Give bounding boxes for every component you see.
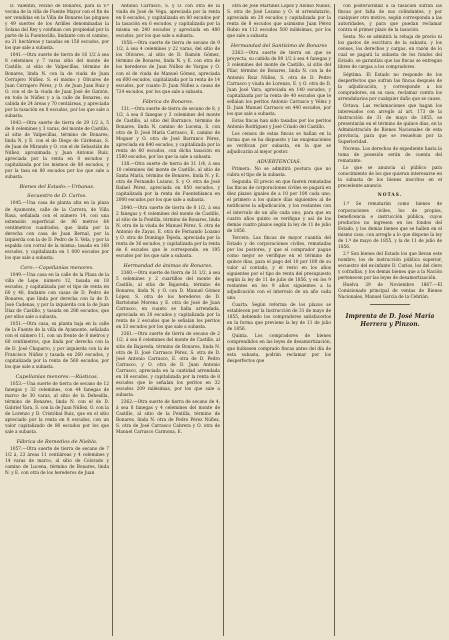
paragraph: Huelva 29 de Noviembre 1867.—El Comisionado principal de ventas de Bienes Nacionales, Manuel García de la Cebrián. — [338, 283, 442, 301]
column-rule — [223, 4, 224, 636]
paragraph: 1045.—Una casa de planta alta en la plaza de Ayamonte, calle de la Carrera, de Villa Rasa, señalada con el número 14, con una extensión superficial de 86 metros 64 centímetros cuadrados, que linda por la derecha con casa de Juan Bernal, por la izquierda con la de D. Pedro de S. Vela, y por la espalda con corral de la misma; tasada en 168 escudos, y capitalizada en 1 000 escudos por los que sale a subasta. — [5, 201, 109, 261]
paragraph: Antonio Carrasco, S. y O. con otra de la viuda de José de Vega, apreciada por la renta en 8 escudos, y capitalizada en 80 escudos por la tasación en 6 escudos, y capitalizada por la misma en 240 escudos y apreciada en 480 escudos, por los que sale a subasta. — [116, 4, 220, 40]
section-heading: Fábrica de Bonares. — [142, 98, 194, 105]
paragraph: Segunda. El precio en que fueren rematadas las fincas de corporaciones civiles se pagará en diez plazos iguales de a 10 por 100 cada uno; el primero a los quince días siguientes al de notificarse la adjudicación, y los restantes con el intervalo de un año cada uno, para que en cuatro años quinto se verifique y así de los demás cuatro plazos según la ley de 11 de julio de 1856. — [227, 180, 331, 234]
paragraph: Séptima. El Estado no responde de los desperfectos que sufran las fincas después de la adjudicación, y corresponde a los compradores, en su caso, reclamar contra los arrendatarios por cualquier daño que se cause. — [338, 72, 442, 102]
paragraph: 1053.—Una suerte de tierra de secano de 12 fanegas y 32 celemines, con 44 fanegas de marco de 30 varas, al sitio de la Dehesilla, término de Bonares, linda N. con el de D. Gabriel Vara, S. con la de Juan Núñez, O. con la de Lorenzo y D. Cristóbal Ruiz, que en el sitio apreciado por la renta en 8 escudos, con un valor capitalizado de 80 escudos por los que sale a subasta. — [5, 381, 109, 436]
section-heading: Hermandad del Santísimo de Bonares — [230, 43, 328, 50]
paragraph: Novena. Los derechos de expediente hasta la toma de posesión serán de cuenta del rematante. — [338, 147, 442, 165]
printer-imprint: Imprenta de D. José María Herrera y Pinzon. — [345, 313, 435, 329]
section-heading: ADVERTENCIAS. — [256, 159, 302, 166]
column-2 — [116, 4, 220, 636]
section-heading: Bienes del Estado.—Urbanas. — [19, 184, 95, 191]
paragraph: 2.ª Son bienes del Estado los que llevan este nombre, los de instrucción pública superior, secuestro del ex-infante D. Carlos, los del clero y cofradías, y los demás bienes que a la Nación pertenecen por las leyes de desamortización. — [338, 251, 442, 282]
divider — [370, 304, 410, 305]
paragraph: 1043.—Otra suerte de tierra de 29 1/2 á, 5 de 8 celemines y 3 varas, del monte de Castillo, al sitio de Valpecillas, término de Bonares, linda N. y E. con el de Diego de Cárdenas, S. de Juan de Mirando y O. con el de Sebastián de Núñez, aproximada y Juan Antonio Ruiz, apreciada por la renta en 8 escudos y capitalizada por los mismos de 80 escudos, y por la tasa en 80 escudos por los que sale a subasta. — [5, 120, 109, 181]
paragraph: 1057.—Otra suerte de tierra de secano de 7 1/2 á, 23 áreas 11 centiáreas y 4 celemines y 14 varas de marco, al sitio de Colorado y camino de Lucena, término de Bonares, linda N. y E. con otra de los herederos de Juan — [5, 447, 109, 477]
paragraph: Cuarta. Según reforma de los plazos se establecen por la Instrucción de 31 de mayo de 1855, debiendo los compradores satisfacerlos en la forma que previene la ley de 11 de julio de 1856. — [227, 303, 331, 333]
section-heading: Secuestro de D. Carlos. — [27, 193, 87, 200]
paragraph: 1051.—Otra casa, su planta baja en la calle de la Fuente de la villa de Ayamonte, señalada con el número 11, con un frente de 8 metros y 60 centímetros, que linda por derecha con la de D. José Chaparro, y por izquierda con la de Francisco Núñez y tasada en 260 escudos, y capitalizada por la renta de 560 escudos, por los que sale a subasta. — [5, 322, 109, 370]
paragraph: 138.—Otra suerte de tierra de 31 1/4, á sea 10 celemines del monte de Castillo, al sitio de Santa María, término de Bonares, linda N. y E. otra de Fernando Lozano, S. y O. otra de José Rafael Pérez, apreciada en 850 escudos, y capitalizada por la renta de Fuenteblanca en 2000 escudos por los que sale a subasta. — [116, 162, 220, 204]
paragraph: 1.ª Se rematarán como bienes de corporaciones civiles, los de propios, beneficencia e instrucción pública, cuyos productos no ingresen en los fondos del Estado, y los demás bienes que se hallen en el mismo caso, con arreglo a lo que dispone la ley de 1.º de mayo de 1855, y la de 11 de julio de 1856. — [338, 202, 442, 250]
paragraph: otra de José Martínez López y Alonso Núñez, S. otra de José Lozano y O. el arrendatario, apreciada en 20 escudos y capitalizada por la renta de 8 escudos que asimismo Juan Pérez Rubio en 112 escudos 500 milésimas, por los que sale a subasta. — [227, 4, 331, 40]
paragraph: 2362.—Otra suerte de tierra de secano de 4, á sea 8 fanegas y 4 celemines del monte de Castillo, al sitio de la Pontilla, término de Bonares, linda N. otra de Pedro Pérez Núñez, S. otra de José Carrasco Cabrera y O. otra de Manuel Carrasco Carmona, E. — [116, 399, 220, 436]
paragraph: 131.—Otra suerte de tierra de secano de 8, y 1/2, á sea 8 fanegas y 3 celemines del monte de Castillo, al sitio del Barranco, término de Bonares, linda N. camino de Lucena, S. con otra de D. José María Carrasco, E. camino de Moguer y O. otra de José Barranco Pérez, apreciada en 840 escudos, y capitalizada por la renta de 60 escudos, con dicha tasación en 1580 escudos, por los que la sale a subasta. — [116, 106, 220, 161]
column-3 — [227, 4, 331, 636]
paragraph: Estas fincas han sido tasadas por los peritos Antonio Rodríguez y José Criado del Castillo. — [227, 118, 331, 130]
paragraph: 2361.—Otra suerte de tierra de secano de 2 1/2, á sea 6 celemines del monte de Castillo, al sitio de Bajareda, término de Bonares, linda N. otra de D. José Carrasco Pérez, S. otra de D. José Antonio Carrasco, E. otra de D. Pedro Carrasco, y O. otra de D. Juan Antonio Carrasco, apreciada en la cantidad arrendada en 18 escudos, y capitalizada por la renta de 8 escudos que le señalan los peritos en 32 escudos 209 milésimas, por los que sale a subasta. — [116, 332, 220, 398]
paragraph: D. Valentin, vecino de Bonares, para la V.ª vecina de la villa de Fuente Mayor con el fin de ser vendidas en la Villa de Bonares las pingues y 49 suertes de los Ardiles denominadas la Solana del Rey y confinan con propiedad por la parte de la Fuentecilla, lindante con el camino, su 21 hectáreas y tasadas en 150 escudos, por los que sale a subasta. — [5, 4, 109, 52]
paragraph: Sexta. No se admitirá la rebaja de precio ni los gastos de escritura de la subasta, y los censos, los derechos y cargas, en razón de lo cual se pagará la subasta de los fondos del Estado, se garantiza que las fincas se entregan libres de cargas a los compradores. — [338, 35, 442, 71]
column-rule — [112, 4, 113, 636]
paragraph: Tercera. Las fincas de mayor cuantía del Estado y de corporaciones civiles, rematadas por los postores, y que el comprador pague como mejor se verifique en el término de quince días, para el pago del 10 por 100 de su valor al contado, y el resto en los años siguientes por el tipo de renta del presupuesto según la ley de 11 de julio de 1856, y en los 9 restantes en los 9 años siguientes a la adjudicación con el intervalo de un año cada uno. — [227, 235, 331, 302]
paragraph: con posterioridad a la tasación sufran las fincas por falta de sus colindantes, y por cualquier otro motivo, según corresponda a las autoridades, y para que puedan reclamar contra el primer plazo de la tasación. — [338, 4, 442, 34]
paragraph: Los censos de estas fincas se hallan en la forma que se ha dispuesto y las enajenaciones se verifican por subasta, en la que se adjudicarán al mejor postor. — [227, 131, 331, 156]
section-heading: Fábrica de Remedios de Niebla. — [16, 439, 98, 446]
notes-heading: NOTAS. — [377, 193, 403, 199]
section-heading: Cero.—Capellanías menores. — [20, 264, 94, 271]
paragraph: Quinta. Los compradores de bienes comprendidos en las leyes de desamortización, que hubiesen comprado fincas antes del día de esta subasta, podrán reclamar por los desperfectos que — [227, 334, 331, 364]
paragraph: 2363.—Otra suerte de tierra en que se proyecta, su cabida de 80 1/2 á sea 4 fanegas y 3 celemines del monte de Castillo, al sitio del Pilar, término de Bonares, linda N. con la de Antonio Ruiz Núñez, S. otra de D. Pedro Carrasco y viuda de Lorenzo, E. y O. otra de D. Juan José Vara, apreciada en 140 escudos, y capitalizada por la renta de 40 escudos que le señalan los peritos Antonio Carrasco y Vélez y D. Juan Manuel Carrasco en 440 escudos, por los que sale a subasta. — [227, 51, 331, 117]
paragraph: 1058.—Otra suerte de tierra de secano de 9 1/2, á sea 4 celemines y 22 varas, del sitio de los Olivares, al sitio de D. Ramón Gómez, término de Bonares, linda N. y E. con otra de los herederos de Juan Núñez de Vargas y O. con el de viuda de Manuel Gómez, apreciada en 600 escudos, capitalizada por la renta de 14 escudos, por cuanto D. Juan Núñez a causa de 724 escudos, por los que sale a subasta. — [116, 41, 220, 95]
paragraph: Octava. Las reclamaciones que hagan los interesados con arreglo al art. 173 de la Instrucción de 31 de mayo de 1855, se presentarán en el término de quince días, en la Administración de Bienes Nacionales de esta provincia, para que se resuelvan por la Superioridad. — [338, 103, 442, 146]
paragraph: 1041.—Otra suerte de tierra de 16 1/2 á sea 8 celemines y 7 varas sitio del monte de Castillo, al sitio de Valpecillas, término de Bonares, linda N. con la de viuda de Juan Cerrajero Núñez. S. el mismo y Olivares de Juan Cerrajero Pérez, y O. de Juan Juan Ruiz y O. con el de la viuda de Juan José de Garzón, en todo lo Núñez y a la calle de Bonares; su cabida de 24 áreas y 70 centiáreas, y apreciada por la tasación en 8 escudos, por los que sale a subasta. — [5, 53, 109, 119]
section-heading: Hermandad de ánimas de Bonares. — [123, 262, 213, 269]
paragraph: 2040.—Otra suerte de tierra de 8 1/2, á sea 2 fanegas y 4 celemines del monte de Castillo, al sitio de la Pontilla, término de Bonares, linda N. otra de la viuda de Manuel Pérez, S. otra de Antonio de Zayas, E. otra de Fernando Lozano y O. otra de Domingo Tejeda, apreciada por la renta de 36 escudos, y capitalizada por la renta de 6 escudos que le corresponde, en 195 escudos por los que sale a subasta. — [116, 205, 220, 259]
paragraph: 2360.—Otra suerte de tierra de 31 1/2, á sea 5 celemines y 2 cuartillos del monte de Castillo, al sitio de Bajareda, término de Bonares, linda N. y O. con D. Manuel Gómez López, S. otra de los herederos de D. Bartolomé Morena y E. otra de José de Juan Carrasco, en cuanto se halla arrendada, apreciada en 20 escudos y capitalizada por la renta de 2 escudos que le señalan los peritos en 33 escudos por los que sale a subasta. — [116, 270, 220, 331]
paragraph: Lo que se anuncia al público para conocimiento de los que quieran interesarse en la subasta de los bienes inscritos en el precedente anuncio. — [338, 166, 442, 190]
column-rule — [334, 4, 335, 636]
paragraph: Primera. No se admitirá postura que no cubra el tipo de la subasta. — [227, 167, 331, 179]
section-heading: Capellanías menores.—Rústicas. — [15, 373, 99, 380]
paragraph: 1049.—Una casa en la calle de la Plaza de la villa de Lepe, número 12, tasada en 18 escudos, y capitalizada por el tipo de renta en 60 y 40, lindante con casas de D. Pedro de Bonares, que linda por derecha con la de D. José Cadenas, y por la izquierda con la de Juan Díaz de Castillo, y tasada en 286 escudos, que por ellos sale a subasta. — [5, 272, 109, 321]
column-1 — [5, 4, 109, 636]
column-4 — [338, 4, 442, 636]
